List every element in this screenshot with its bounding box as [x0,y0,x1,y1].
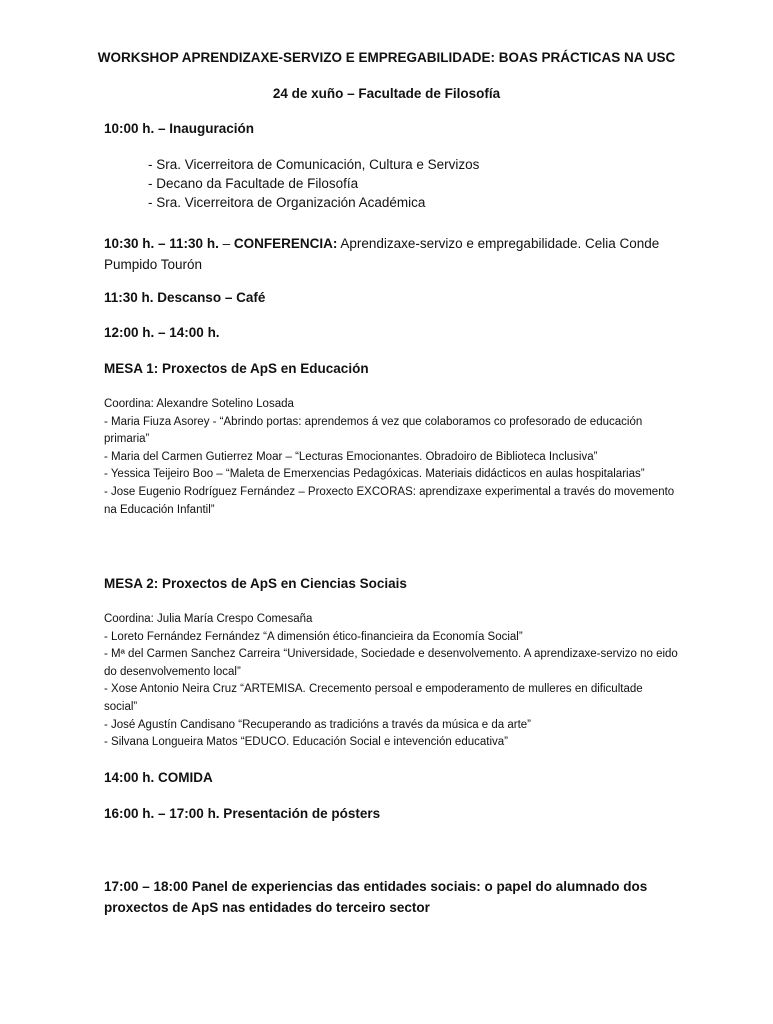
list-item: - Xose Antonio Neira Cruz “ARTEMISA. Crecemento persoal e empoderamento de mulleres en dificultade social” [104,683,643,713]
document-subtitle: 24 de xuño – Facultade de Filosofía [272,86,501,101]
conference-time: 10:30 h. – 11:30 h. [104,236,219,251]
list-item: - José Agustín Candisano “Recuperando as tradicións a través da música e da arte” [104,718,532,731]
list-item: - Mª del Carmen Sanchez Carreira “Universidade, Sociedade e desenvolvemento. A aprendizaxe-servizo no eido do desenvolvemento local” [104,648,678,678]
lunch-heading: 14:00 h. COMIDA [104,770,213,785]
conference-entry [104,233,684,275]
list-item: - Jose Eugenio Rodríguez Fernández – Proxecto EXCORAS: aprendizaxe experimental a través do movemento na Educación Infantil” [104,485,675,516]
list-item: - Silvana Longueira Matos “EDUCO. Educación Social e intevención educativa” [104,736,508,749]
list-item: Coordina: Alexandre Sotelino Losada [104,398,294,410]
list-item: - Maria del Carmen Gutierrez Moar – “Lecturas Emocionantes. Obradoiro de Biblioteca Inclusiva” [104,450,598,463]
document-title: WORKSHOP APRENDIZAXE-SERVIZO E EMPREGABILIDADE: BOAS PRÁCTICAS NA USC [97,50,676,65]
mesa2-list [104,611,679,752]
inauguration-list [148,155,479,212]
posters-heading: 16:00 h. – 17:00 h. Presentación de pósters [104,806,381,821]
conference-separator: – [218,236,234,251]
list-item: - Sra. Vicerreitora de Comunicación, Cultura e Servizos [148,157,480,172]
panel-heading: 17:00 – 18:00 Panel de experiencias das entidades sociais: o papel do alumnado dos proxectos de ApS nas entidades do terceiro sector [104,879,648,915]
mesa1-list [104,396,679,519]
mesa1-heading: MESA 1: Proxectos de ApS en Educación [104,361,369,376]
list-item: Coordina: Julia María Crespo Comesaña [104,613,313,625]
list-item: - Loreto Fernández Fernández “A dimensión ético-financieira da Economía Social” [104,630,523,643]
list-item: - Decano da Facultade de Filosofía [148,176,359,191]
list-item: - Sra. Vicerreitora de Organización Académica [148,195,426,210]
list-item: - Maria Fiuza Asorey - “Abrindo portas: aprendemos á vez que colaboramos co profesorado de educación primaria” [104,415,643,446]
session-time-heading: 12:00 h. – 14:00 h. [104,325,220,340]
break-heading: 11:30 h. Descanso – Café [104,290,266,305]
list-item: - Yessica Teijeiro Boo – “Maleta de Emerxencias Pedagóxicas. Materiais didácticos en aulas hospitalarias” [104,468,645,481]
conference-label: CONFERENCIA: [233,236,338,251]
inauguration-heading: 10:00 h. – Inauguración [104,121,255,136]
conference-text: Aprendizaxe-servizo e empregabilidade. Celia Conde Pumpido Tourón [104,236,660,272]
mesa2-heading: MESA 2: Proxectos de ApS en Ciencias Sociais [104,576,407,591]
